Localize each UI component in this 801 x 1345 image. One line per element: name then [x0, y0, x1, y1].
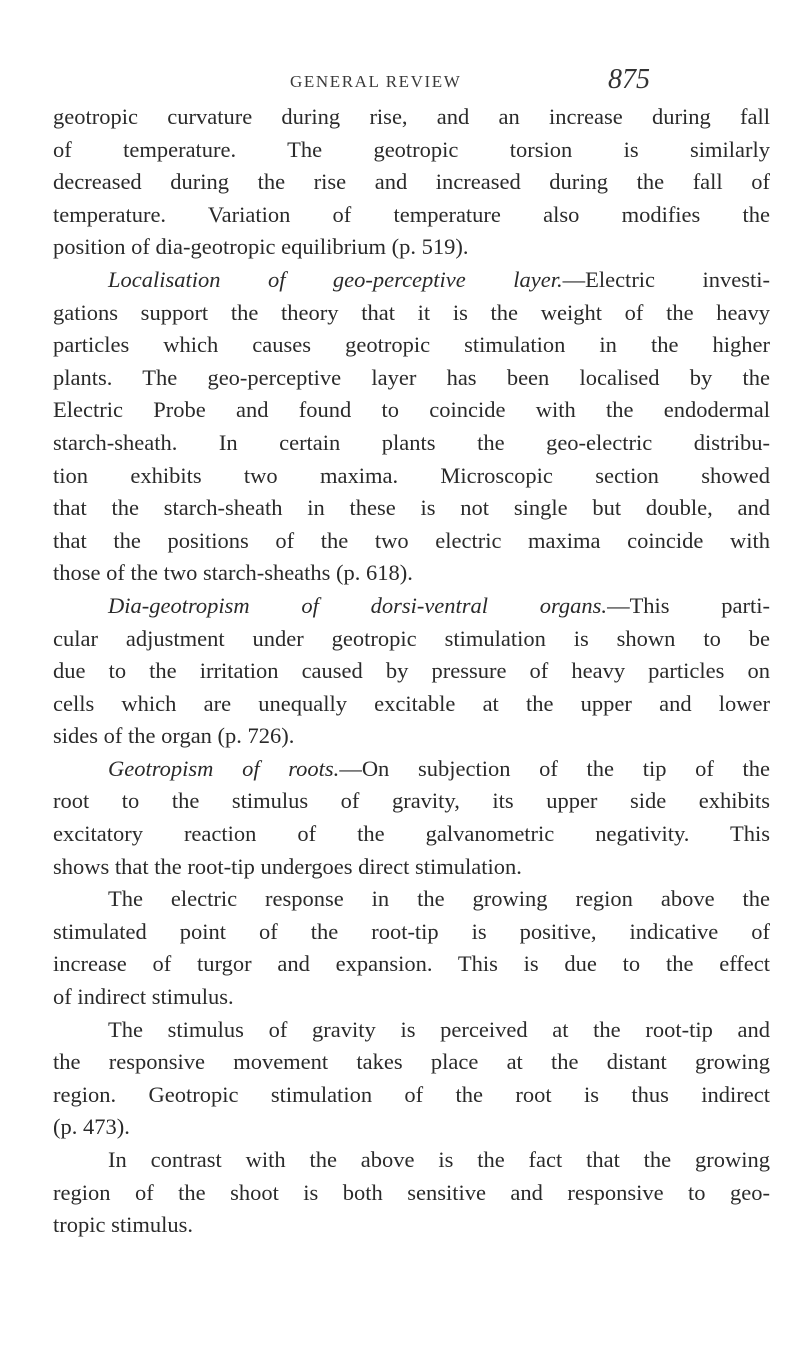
- text-line: geotropic curvature during rise, and an increase during fall: [53, 104, 770, 129]
- text-line: In contrast with the above is the fact that the growing: [108, 1147, 770, 1172]
- section-heading: Dia-geotropism of dorsi-ventral organs.: [108, 592, 608, 618]
- paragraph-localisation: [53, 264, 770, 297]
- section-heading: Geotropism of roots.: [108, 755, 340, 781]
- paragraph-dia-geotropism: [53, 590, 770, 623]
- text-line: of indirect stimulus.: [53, 984, 234, 1010]
- text-line: Electric Probe and found to coincide with the endodermal: [53, 397, 770, 423]
- text-line: tion exhibits two maxima. Microscopic section showed: [53, 462, 770, 488]
- text-line: root to the stimulus of gravity, its upper side exhibits: [53, 788, 770, 814]
- running-head: GENERAL REVIEW: [290, 72, 462, 91]
- section-heading: Localisation of geo-perceptive layer.: [108, 266, 563, 292]
- text-line: decreased during the rise and increased during the fall of: [53, 169, 770, 195]
- text-line: position of dia-geotropic equilibrium (p. 519).: [53, 234, 469, 260]
- text-line: that the starch-sheath in these is not single but double, and: [53, 495, 770, 521]
- text-line: tropic stimulus.: [53, 1212, 193, 1238]
- text-line: the responsive movement takes place at the distant growing: [53, 1049, 770, 1075]
- text-line: particles which causes geotropic stimulation in the higher: [53, 332, 770, 358]
- text-line: those of the two starch-sheaths (p. 618).: [53, 560, 413, 586]
- text-line: starch-sheath. In certain plants the geo-electric distribu-: [53, 429, 770, 455]
- text-line: The stimulus of gravity is perceived at the root-tip and: [108, 1016, 770, 1042]
- text-line: gations support the theory that it is the weight of the heavy: [53, 299, 770, 325]
- text-line: stimulated point of the root-tip is positive, indicative of: [53, 918, 770, 944]
- text-line: The electric response in the growing region above the: [108, 886, 770, 912]
- text-line: cular adjustment under geotropic stimulation is shown to be: [53, 625, 770, 651]
- text-fragment: —This parti-: [607, 592, 770, 618]
- text-line: (p. 473).: [53, 1114, 130, 1140]
- paragraph-geotropism-roots: [53, 753, 770, 786]
- text-fragment: —On subjection of the tip of the: [339, 755, 771, 781]
- text-line: plants. The geo-perceptive layer has been localised by the: [53, 364, 770, 390]
- text-line: that the positions of the two electric maxima coincide with: [53, 527, 770, 553]
- text-fragment: —Electric investi-: [562, 266, 770, 292]
- text-line: region. Geotropic stimulation of the root is thus indirect: [53, 1081, 770, 1107]
- text-line: shows that the root-tip undergoes direct stimulation.: [53, 853, 522, 879]
- text-line: sides of the organ (p. 726).: [53, 723, 295, 749]
- text-line: increase of turgor and expansion. This is due to the effect: [53, 951, 770, 977]
- text-line: cells which are unequally excitable at the upper and lower: [53, 690, 770, 716]
- text-line: excitatory reaction of the galvanometric negativity. This: [53, 821, 770, 847]
- page-number: 875: [608, 64, 650, 95]
- text-line: of temperature. The geotropic torsion is similarly: [53, 136, 770, 162]
- text-line: temperature. Variation of temperature also modifies the: [53, 201, 770, 227]
- body-text: [53, 101, 770, 1242]
- text-line: region of the shoot is both sensitive and responsive to geo-: [53, 1179, 770, 1205]
- text-line: due to the irritation caused by pressure of heavy particles on: [53, 658, 770, 684]
